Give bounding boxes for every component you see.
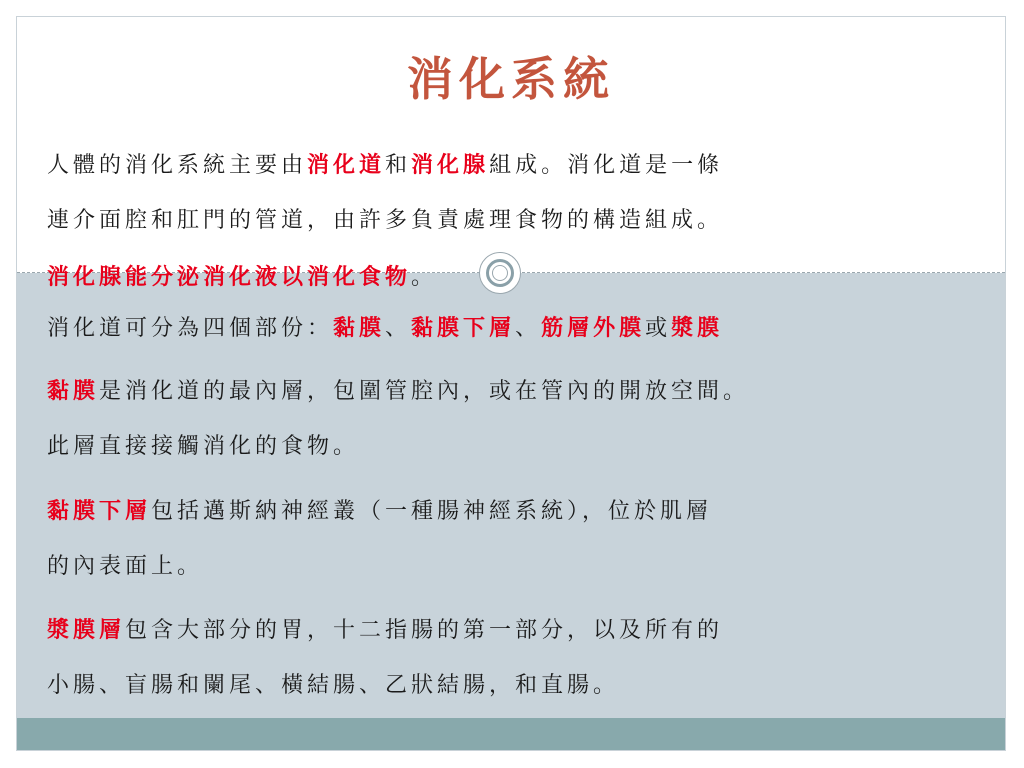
highlighted-term: 消化道: [307, 152, 386, 178]
highlighted-term: 黏膜: [333, 315, 386, 341]
text-run: 包含大部分的胃，十二指腸的第一部分，以及所有的: [125, 618, 724, 643]
highlighted-term: 黏膜: [47, 378, 100, 404]
intro-line-1: [47, 137, 987, 194]
highlighted-term: 漿膜: [671, 315, 724, 341]
highlighted-term: 漿膜層: [47, 617, 126, 643]
submucosa-line-2: [47, 539, 987, 595]
mucosa-line-2: [47, 419, 987, 475]
text-run: 小腸、盲腸和闌尾、橫結腸、乙狀結腸，和直腸。: [47, 673, 620, 698]
highlighted-term: 黏膜下層: [411, 315, 516, 341]
footer-bar: [17, 718, 1005, 751]
text-run: 人體的消化系統主要由: [47, 153, 308, 178]
mucosa-line-1: [47, 363, 987, 420]
serosa-line-1: [47, 602, 987, 659]
text-run: 、: [385, 316, 412, 341]
intro-line-2: [47, 193, 987, 249]
text-run: 組成。消化道是一條: [489, 153, 724, 178]
text-run: 、: [515, 316, 542, 341]
text-run: 此層直接接觸消化的食物。: [47, 434, 360, 459]
highlighted-term: 消化腺能分泌消化液以消化食物: [47, 264, 412, 290]
highlighted-term: 筋層外膜: [541, 315, 646, 341]
highlighted-term: 消化腺: [411, 152, 490, 178]
slide-title: 消化系統: [407, 52, 615, 106]
text-run: 連介面腔和肛門的管道，由許多負責處理食物的構造組成。: [47, 208, 724, 233]
layers-overview: [47, 300, 987, 357]
text-run: 和: [385, 153, 412, 178]
text-run: 包括邁斯納神經叢（一種腸神經系統），位於肌層: [151, 499, 713, 524]
slide: [16, 16, 1006, 751]
text-run: 或: [645, 316, 672, 341]
text-run: 。: [411, 265, 438, 290]
submucosa-line-1: [47, 483, 987, 540]
text-run: 的內表面上。: [47, 554, 204, 579]
text-run: 消化道可分為四個部份：: [47, 316, 334, 341]
serosa-line-2: [47, 658, 987, 714]
highlighted-term: 黏膜下層: [47, 498, 152, 524]
intro-line-3: [47, 249, 987, 306]
text-run: 是消化道的最內層，包圍管腔內，或在管內的開放空間。: [99, 379, 750, 404]
